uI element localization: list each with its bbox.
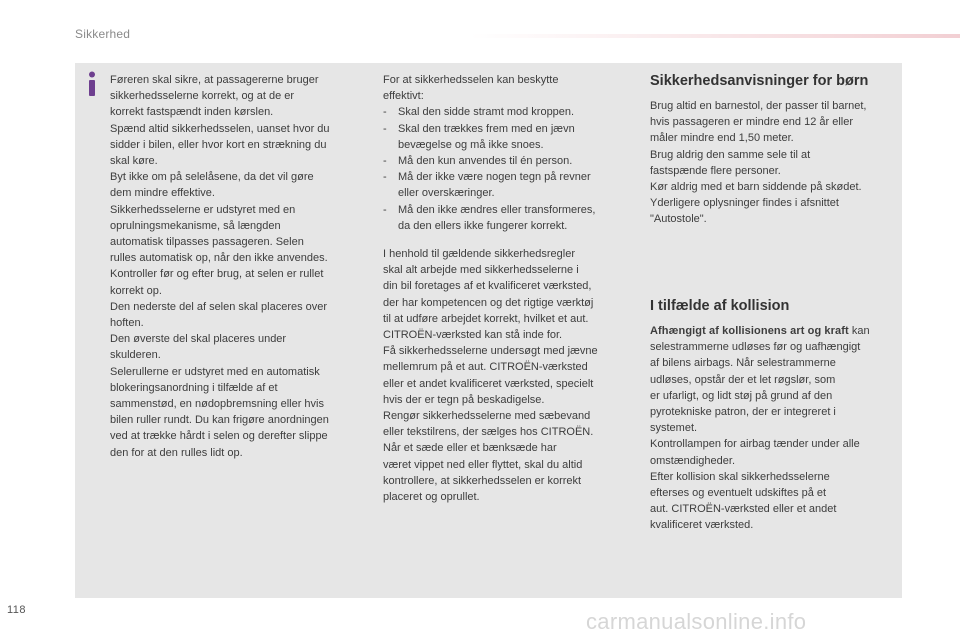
- text-line: skal køre.: [110, 155, 158, 168]
- text-line: selestrammerne udløses før og uafhængigt: [650, 341, 861, 354]
- text-line: efterses og eventuelt udskiftes på et: [650, 487, 827, 500]
- list-item: [383, 104, 633, 120]
- list-item: [383, 202, 633, 234]
- lead-bold-text: Afhængigt af kollisionens art og kraft: [650, 325, 849, 337]
- page-header-title: Sikkerhed: [75, 27, 131, 41]
- info-icon: [86, 71, 98, 97]
- text-line: sikkerhedsselerne korrekt, og at de er: [110, 90, 295, 103]
- text-line: der har kompetencen og det rigtige værktøj: [383, 296, 594, 309]
- text-line: hoften.: [110, 317, 144, 330]
- text-line: placeret og oprullet.: [383, 491, 480, 504]
- text-line: Rengør sikkerhedsselerne med sæbevand: [383, 410, 591, 423]
- list-item: [383, 153, 633, 169]
- text-line: sammenstød, en nødopbremsning eller hvis: [110, 398, 324, 411]
- list-item-line: Skal den trækkes frem med en jævn: [398, 122, 575, 135]
- header-accent-bar: [470, 34, 960, 38]
- text-line: Brug aldrig den samme sele til at: [650, 148, 811, 161]
- seatbelt-maintenance-block: [383, 246, 633, 505]
- list-item: [383, 121, 633, 153]
- text-line: skal alt arbejde med sikkerhedsselerne i: [383, 264, 579, 277]
- text-line: Byt ikke om på selelåsene, da det vil gøre: [110, 171, 314, 184]
- list-item-line: bevægelse og må ikke snoes.: [398, 138, 544, 151]
- text-line: skulderen.: [110, 349, 161, 362]
- text-line: til at udføre arbejdet korrekt, hvilket et aut.: [383, 312, 589, 325]
- collision-section: [650, 297, 902, 534]
- seatbelt-intro-column: [110, 72, 372, 461]
- text-line: måler mindre end 1,50 meter.: [650, 132, 794, 145]
- intro-line: For at sikkerhedsselen kan beskytte: [383, 74, 559, 86]
- text-line: oprulningsmekanisme, så længden: [110, 219, 281, 232]
- text-line: den for at den rulles lidt op.: [110, 446, 243, 459]
- text-line: Den øverste del skal placeres under: [110, 333, 287, 346]
- text-line: dem mindre effektive.: [110, 187, 215, 200]
- text-line: sidder i bilen, eller hvor kort en strækning du: [110, 138, 327, 151]
- text-line: omstændigheder.: [650, 454, 735, 467]
- list-item-line: Må den ikke ændres eller transformeres,: [398, 203, 596, 216]
- lead-line: [650, 323, 902, 339]
- text-line: aut. CITROËN-værksted eller et andet: [650, 503, 837, 516]
- text-line: I henhold til gældende sikkerhedsregler: [383, 248, 576, 260]
- lead-rest-text: kan: [848, 325, 870, 337]
- page-number: 118: [7, 604, 27, 616]
- text-line: Sikkerhedsselerne er udstyret med en: [110, 203, 296, 216]
- list-item-line: Må den kun anvendes til én person.: [398, 155, 573, 168]
- intro-line: effektivt:: [383, 90, 424, 103]
- section-heading-children: Sikkerhedsanvisninger for børn: [650, 73, 869, 89]
- text-line: Selerullerne er udstyret med en automatisk: [110, 365, 320, 378]
- text-line: eller et andet kvalificeret værksted, specielt: [383, 377, 594, 390]
- text-line: kvalificeret værksted.: [650, 519, 754, 532]
- text-line: blokeringsanordning i tilfælde af et: [110, 381, 278, 394]
- list-item-line: Må der ikke være nogen tegn på revner: [398, 171, 591, 184]
- text-line: korrekt op.: [110, 284, 162, 297]
- text-line: fastspænde flere personer.: [650, 164, 781, 177]
- text-line: af bilens airbags. Når selestrammerne: [650, 357, 836, 370]
- text-line: Kontrollampen for airbag tænder under alle: [650, 438, 860, 451]
- text-line: ved at trække hårdt i selen og derefter slippe: [110, 430, 328, 443]
- seatbelt-requirements-column: [383, 72, 633, 234]
- text-line: automatisk tilpasses passageren. Selen: [110, 236, 304, 249]
- text-line: Få sikkerhedsselerne undersøgt med jævne: [383, 345, 598, 358]
- text-line: din bil foretages af et kvalificeret værksted,: [383, 280, 592, 293]
- child-safety-column: [650, 72, 902, 228]
- requirements-list: [383, 104, 633, 234]
- text-line: mellemrum på et aut. CITROËN-værksted: [383, 361, 588, 374]
- text-line: pyrotekniske patron, der er integreret i: [650, 406, 836, 419]
- text-line: systemet.: [650, 422, 698, 435]
- watermark-text: carmanualsonline.info: [586, 609, 807, 634]
- text-line: Brug altid en barnestol, der passer til barnet,: [650, 100, 867, 112]
- section-heading-collision: I tilfælde af kollision: [650, 298, 790, 314]
- text-line: rulles automatisk op, når den ikke anvendes.: [110, 252, 328, 265]
- text-line: Yderligere oplysninger findes i afsnittet: [650, 197, 839, 210]
- list-item-line: eller overskæringer.: [398, 187, 495, 200]
- text-line: udløses, opstår der et let røgslør, som: [650, 373, 836, 386]
- text-line: bilen ruller rundt. Du kan frigøre anordningen: [110, 414, 329, 427]
- text-line: eller tekstilrens, der sælges hos CITROËN.: [383, 426, 594, 439]
- text-line: kontrollere, at sikkerhedsselen er korrekt: [383, 474, 582, 487]
- list-item-line: Skal den sidde stramt mod kroppen.: [398, 106, 575, 119]
- text-line: hvis der er tegn på beskadigelse.: [383, 393, 545, 406]
- text-line: Kontroller før og efter brug, at selen er rullet: [110, 268, 324, 281]
- text-line: "Autostole".: [650, 213, 707, 226]
- text-line: Føreren skal sikre, at passagererne bruger: [110, 74, 319, 86]
- list-item: [383, 169, 633, 201]
- text-line: været vippet ned eller flyttet, skal du altid: [383, 458, 583, 471]
- text-line: korrekt fastspændt inden kørslen.: [110, 106, 274, 119]
- text-line: Spænd altid sikkerhedsselen, uanset hvor du: [110, 122, 330, 135]
- text-line: Den nederste del af selen skal placeres over: [110, 300, 328, 313]
- text-line: Efter kollision skal sikkerhedsselerne: [650, 470, 830, 483]
- text-line: Kør aldrig med et barn siddende på skødet.: [650, 181, 862, 194]
- text-line: CITROËN-værksted kan stå inde for.: [383, 329, 563, 342]
- list-item-line: da den ellers ikke fungerer korrekt.: [398, 219, 568, 232]
- text-line: hvis passageren er mindre end 12 år eller: [650, 116, 854, 129]
- text-line: er ufarligt, og lidt støj på grund af den: [650, 389, 833, 402]
- text-line: Når et sæde eller et bænksæde har: [383, 442, 557, 455]
